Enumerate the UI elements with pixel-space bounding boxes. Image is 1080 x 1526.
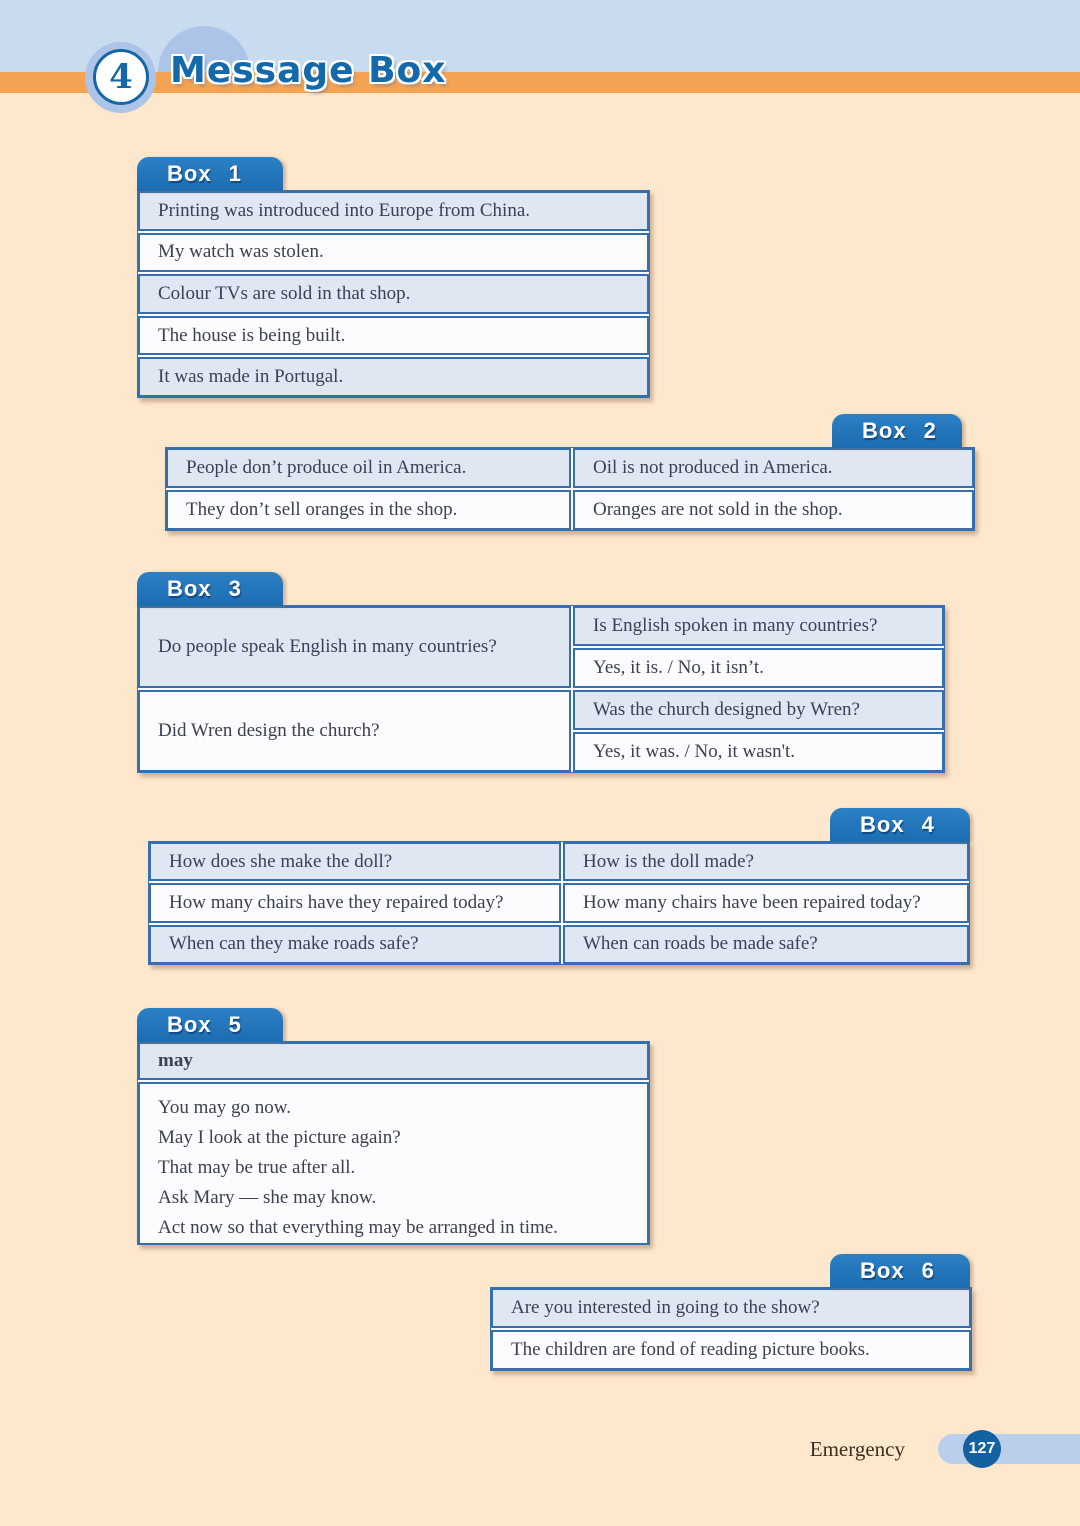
page-title: Message Box — [170, 50, 447, 91]
passive-question-cell: When can roads be made safe? — [563, 925, 969, 964]
example-line: You may go now. — [158, 1097, 292, 1118]
box5-tab: Box 5 — [137, 1008, 283, 1042]
example-line: That may be true after all. — [158, 1157, 356, 1178]
example-line: Act now so that everything may be arranged in time. — [158, 1217, 558, 1238]
box5-table — [137, 1041, 650, 1245]
table-row: Printing was introduced into Europe from China. — [138, 191, 649, 231]
passive-question-cell: Is English spoken in many countries? — [573, 606, 944, 646]
active-question-cell: How does she make the doll? — [149, 842, 561, 881]
table-row: It was made in Portugal. — [138, 357, 649, 397]
table-row: The house is being built. — [138, 316, 649, 356]
table-row: Are you interested in going to the show? — [491, 1288, 971, 1328]
table-row: My watch was stolen. — [138, 233, 649, 273]
header-band — [0, 0, 1080, 72]
box6-tab: Box 6 — [830, 1254, 970, 1288]
box4-table — [148, 841, 970, 965]
box1-tab: Box 1 — [137, 157, 283, 191]
passive-sentence-cell: Oil is not produced in America. — [573, 448, 974, 488]
example-line: Ask Mary — she may know. — [158, 1187, 377, 1208]
passive-sentence-cell: Oranges are not sold in the shop. — [573, 490, 974, 530]
box1-table — [137, 190, 650, 398]
box3-table — [137, 605, 945, 773]
modal-verb-header: may — [138, 1042, 649, 1080]
unit-number-badge — [93, 49, 149, 105]
answer-cell: Yes, it is. / No, it isn’t. — [573, 648, 944, 688]
box2-tab: Box 2 — [832, 414, 962, 448]
example-sentences-cell — [138, 1082, 649, 1245]
unit-number: 4 — [109, 57, 133, 97]
page-number: 127 — [968, 1440, 996, 1457]
page-number-badge — [963, 1430, 1001, 1468]
box6-table — [490, 1287, 972, 1371]
table-row: The children are fond of reading picture books. — [491, 1330, 971, 1370]
active-question-cell: Did Wren design the church? — [138, 690, 571, 772]
example-line: May I look at the picture again? — [158, 1127, 401, 1148]
answer-cell: Yes, it was. / No, it wasn't. — [573, 732, 944, 772]
passive-question-cell: Was the church designed by Wren? — [573, 690, 944, 730]
footer-pill — [938, 1434, 1080, 1464]
active-question-cell: When can they make roads safe? — [149, 925, 561, 964]
active-question-cell: Do people speak English in many countries? — [138, 606, 571, 688]
active-question-cell: How many chairs have they repaired today? — [149, 883, 561, 922]
header-orange-bar — [0, 72, 1080, 93]
active-sentence-cell: People don’t produce oil in America. — [166, 448, 571, 488]
box2-table — [165, 447, 975, 531]
active-sentence-cell: They don’t sell oranges in the shop. — [166, 490, 571, 530]
passive-question-cell: How is the doll made? — [563, 842, 969, 881]
table-row: Colour TVs are sold in that shop. — [138, 274, 649, 314]
passive-question-cell: How many chairs have been repaired today? — [563, 883, 969, 922]
footer-section-label: Emergency — [809, 1437, 905, 1461]
box3-tab: Box 3 — [137, 572, 283, 606]
box4-tab: Box 4 — [830, 808, 970, 842]
